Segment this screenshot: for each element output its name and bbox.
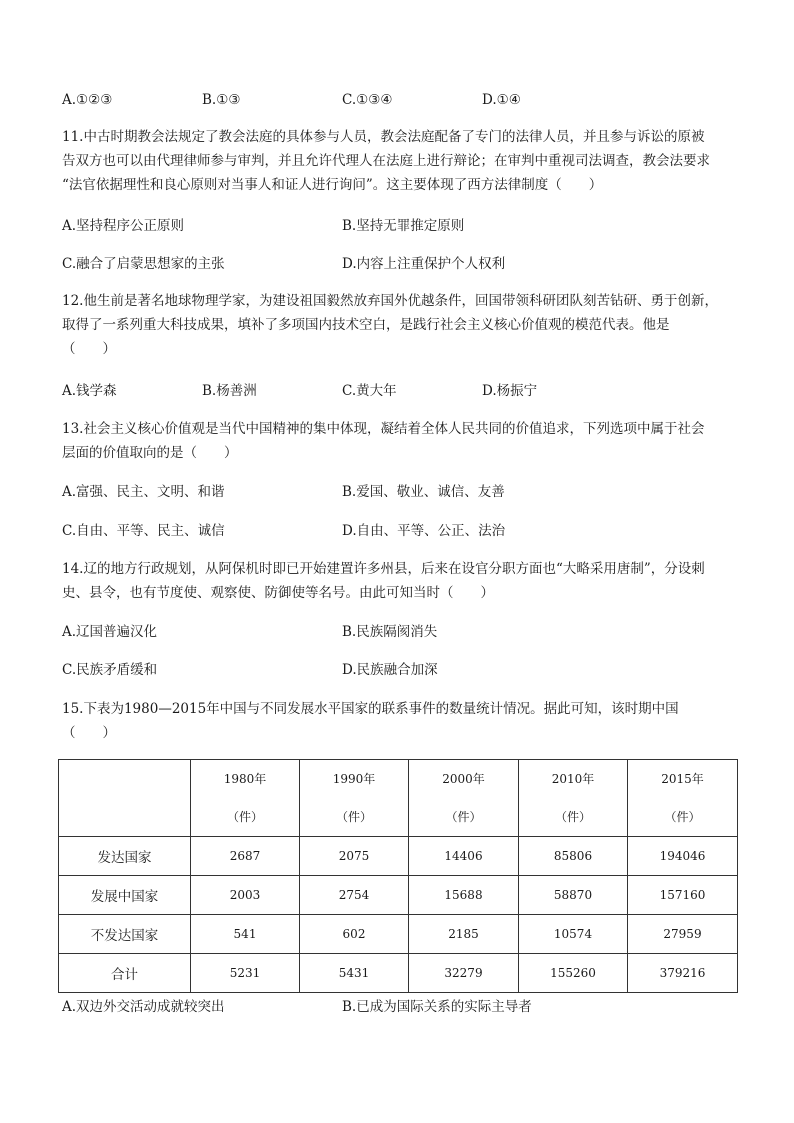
table-header-cell [300,760,409,837]
table-header-cell [519,760,628,837]
row-label: 不发达国家 [59,915,191,954]
row-label: 发展中国家 [59,876,191,915]
q13-stem [62,419,734,467]
q10-option-a: A.①②③ [62,92,113,108]
table-header-cell [409,760,519,837]
q11-line: “法官依据理性和良心原则对当事人和证人进行询问”。这主要体现了西方法律制度（ ） [62,177,603,193]
q15-option-b: B.已成为国际关系的实际主导者 [342,999,532,1015]
q14-option-c: C.民族矛盾缓和 [62,662,158,678]
table-cell: 379216 [628,954,738,993]
q11-stem [62,127,734,199]
q14-line: 14.辽的地方行政规划，从阿保机时即已开始建置许多州县，后来在设官分职方面也“大略采用唐制”，分设刺 [62,561,705,577]
table-cell: 2754 [300,876,409,915]
table-cell: 602 [300,915,409,954]
table-corner-cell [59,760,191,837]
table-cell: 2185 [409,915,519,954]
table-cell: 58870 [519,876,628,915]
table-cell: 27959 [628,915,738,954]
q13-option-a: A.富强、民主、文明、和谐 [62,484,225,500]
header-unit: （件） [226,810,263,824]
q13-line: 层面的价值取向的是（ ） [62,445,238,461]
table-cell: 85806 [519,837,628,876]
q14-stem [62,559,734,607]
header-year: 1980年 [223,772,267,786]
q12-option-b: B.杨善洲 [202,383,257,399]
q12-line: 取得了一系列重大科技成果，填补了多项国内技术空白，是践行社会主义核心价值观的模范代表。他是 [62,317,670,333]
q11-line: 告双方也可以由代理律师参与审判，并且允许代理人在法庭上进行辩论；在审判中重视司法调查，教会法要求 [62,153,710,169]
q11-option-c: C.融合了启蒙思想家的主张 [62,256,225,272]
table-cell: 2075 [300,837,409,876]
q12-line: 12.他生前是著名地球物理学家，为建设祖国毅然放弃国外优越条件，回国带领科研团队刻苦钻研、勇于创新， [62,293,718,309]
table-row [59,915,738,954]
q12-option-a: A.钱学森 [62,383,117,399]
q12-line: （ ） [62,341,116,357]
table-cell: 15688 [409,876,519,915]
q14-option-b: B.民族隔阂消失 [342,624,438,640]
header-unit: （件） [445,810,482,824]
q10-option-b: B.①③ [202,92,241,108]
table-header-cell [628,760,738,837]
q10-option-c: C.①③④ [342,92,393,108]
row-label: 合计 [59,954,191,993]
statistics-table [58,759,738,993]
table-cell: 541 [191,915,300,954]
header-year: 2010年 [551,772,595,786]
table-cell: 194046 [628,837,738,876]
table-cell: 32279 [409,954,519,993]
table-cell: 14406 [409,837,519,876]
q15-line: （ ） [62,725,116,741]
q13-line: 13.社会主义核心价值观是当代中国精神的集中体现，凝结着全体人民共同的价值追求，下列选项中属于社会 [62,421,705,437]
q11-option-d: D.内容上注重保护个人权利 [342,256,506,272]
table-cell: 155260 [519,954,628,993]
table-cell: 157160 [628,876,738,915]
q15-stem [62,699,734,747]
table-row-total [59,954,738,993]
row-label: 发达国家 [59,837,191,876]
header-unit: （件） [554,810,591,824]
header-year: 2000年 [442,772,485,786]
q11-line: 11.中古时期教会法规定了教会法庭的具体参与人员，教会法庭配备了专门的法律人员，并且参与诉讼的原被 [62,129,705,145]
table-header-row [59,760,738,837]
table-cell: 5231 [191,954,300,993]
header-unit: （件） [335,810,372,824]
q13-option-b: B.爱国、敬业、诚信、友善 [342,484,505,500]
q15-option-a: A.双边外交活动成就较突出 [62,999,225,1015]
table-cell: 10574 [519,915,628,954]
table-row [59,876,738,915]
q12-option-c: C.黄大年 [342,383,397,399]
table-cell: 5431 [300,954,409,993]
header-year: 2015年 [661,772,704,786]
q13-option-c: C.自由、平等、民主、诚信 [62,523,225,539]
q14-line: 史、县令，也有节度使、观察使、防御使等名号。由此可知当时（ ） [62,585,494,601]
table-cell: 2687 [191,837,300,876]
table-row [59,837,738,876]
q14-option-a: A.辽国普遍汉化 [62,624,158,640]
q12-stem [62,291,734,363]
q15-line: 15.下表为1980—2015年中国与不同发展水平国家的联系事件的数量统计情况。据此可知，该时期中国 [62,701,679,717]
header-year: 1990年 [332,772,376,786]
q10-option-d: D.①④ [482,92,521,108]
q11-option-a: A.坚持程序公正原则 [62,218,185,234]
header-unit: （件） [664,810,701,824]
q14-option-d: D.民族融合加深 [342,662,438,678]
q11-option-b: B.坚持无罪推定原则 [342,218,465,234]
table-cell: 2003 [191,876,300,915]
q12-option-d: D.杨振宁 [482,383,538,399]
q13-option-d: D.自由、平等、公正、法治 [342,523,506,539]
table-header-cell [191,760,300,837]
